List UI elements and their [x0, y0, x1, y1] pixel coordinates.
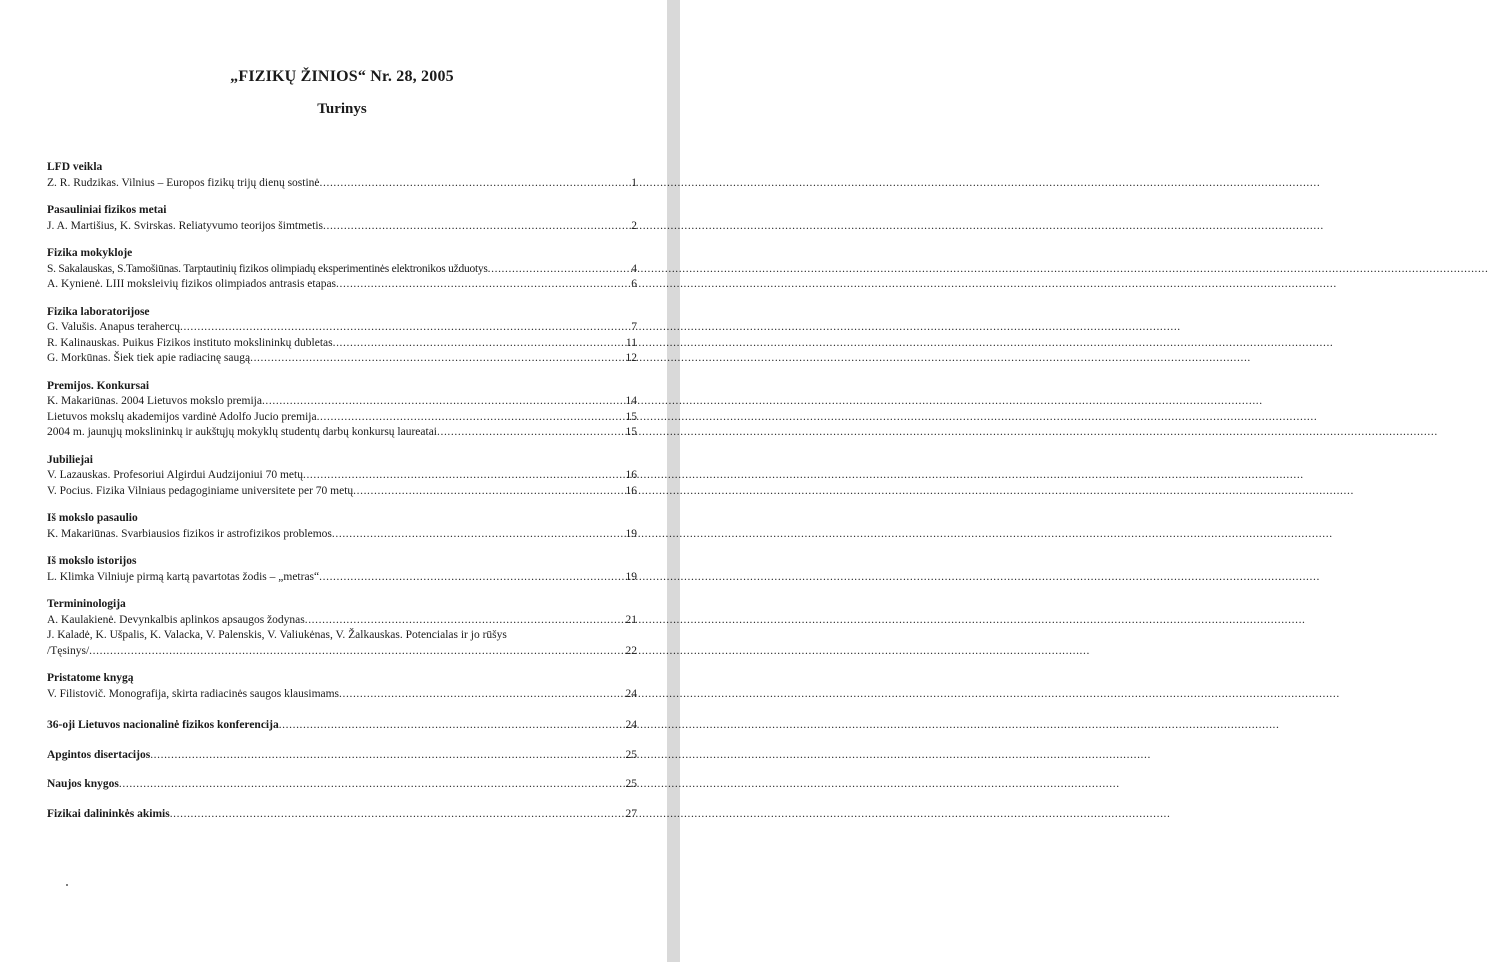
entry-title-continuation: /Tęsinys/: [47, 644, 90, 657]
toc-entry[interactable]: [47, 219, 637, 235]
entry-title: A. Kaulakienė. Devynkalbis aplinkos apsaugos žodynas: [47, 613, 305, 626]
entry-title: Naujos knygos: [47, 778, 119, 790]
page-number: 19: [625, 570, 637, 583]
page-number: 16: [625, 469, 637, 481]
section-is-mokslo-pasaulio: [47, 511, 637, 542]
leader-dots: [317, 410, 625, 426]
entry-title: K. Makariūnas. Svarbiausios fizikos ir astrofizikos problemos: [47, 527, 332, 540]
entry-title: 2004 m. jaunųjų mokslininkų ir aukštųjų mokyklų studentų darbų konkursų laureatai: [47, 426, 437, 438]
entry-title: R. Kalinauskas. Puikus Fizikos instituto mokslininkų dubletas: [47, 336, 333, 349]
standalone-block: [47, 718, 637, 734]
page-number: 24: [625, 687, 637, 700]
page-number: 22: [625, 644, 637, 657]
page-number: 25: [625, 778, 637, 790]
page-number: 4: [631, 262, 637, 275]
page-number: 16: [625, 484, 637, 497]
entry-title: K. Makariūnas. 2004 Lietuvos mokslo premija: [47, 395, 262, 407]
section-premijos-konkursai: [47, 379, 637, 441]
leader-dots: [250, 351, 624, 367]
leader-dots: [170, 807, 625, 823]
leader-dots: [320, 176, 631, 192]
toc-entry[interactable]: [47, 468, 637, 484]
section-fizika-mokykloje: [47, 246, 637, 293]
page-number: 19: [625, 527, 637, 540]
page-number: 1: [631, 176, 637, 189]
entry-title: 36-oji Lietuvos nacionalinė fizikos konferencija: [47, 719, 279, 731]
section-fizika-laboratorijose: [47, 305, 637, 367]
toc-entry[interactable]: [47, 570, 637, 586]
page-number: 7: [631, 321, 637, 333]
leader-dots: [323, 219, 630, 235]
toc-entry-standalone[interactable]: [47, 777, 637, 793]
leader-dots: [150, 748, 624, 764]
entry-title: L. Klimka Vilniuje pirmą kartą pavartotas žodis – „metras“: [47, 570, 320, 583]
section-heading: Premijos. Konkursai: [47, 379, 150, 392]
entry-title: Lietuvos mokslų akademijos vardinė Adolfo Jucio premija: [47, 410, 317, 423]
journal-title: „FIZIKŲ ŽINIOS“ Nr. 28, 2005: [230, 68, 454, 85]
standalone-block: [47, 777, 637, 793]
page-number: 15: [625, 426, 637, 438]
leader-dots: [488, 262, 631, 278]
section-heading: Fizika laboratorijose: [47, 305, 150, 318]
toc-entry[interactable]: [47, 527, 637, 543]
section-heading: Iš mokslo pasaulio: [47, 512, 138, 524]
toc-entry-standalone[interactable]: [47, 718, 637, 734]
section-heading: Termininologija: [47, 598, 126, 610]
leader-dots: [89, 644, 624, 660]
section-termininologija: [47, 597, 637, 659]
section-heading: Pristatome knygą: [47, 672, 134, 684]
entry-title-first-line[interactable]: J. Kaladė, K. Ušpalis, K. Valacka, V. Palenskis, V. Valiukėnas, V. Žalkauskas. Potencialas ir jo rūšys: [47, 629, 507, 641]
entry-title: V. Filistovič. Monografija, skirta radiacinės saugos klausimams: [47, 687, 340, 700]
contents-title: Turinys: [317, 101, 367, 117]
scan-speck: [66, 884, 68, 886]
leader-dots: [305, 613, 625, 629]
section-pristatome-knyga: [47, 671, 637, 702]
section-heading: Pasauliniai fizikos metai: [47, 204, 167, 216]
leader-dots: [262, 394, 625, 410]
entry-title: G. Morkūnas. Šiek tiek apie radiacinę saugą: [47, 352, 251, 364]
page-number: 15: [625, 410, 637, 423]
leader-dots: [279, 718, 625, 734]
page-number: 27: [625, 807, 637, 820]
toc-entry[interactable]: [47, 425, 637, 441]
standalone-block: [47, 748, 637, 764]
toc-entry[interactable]: [47, 176, 637, 192]
toc-entry[interactable]: [47, 394, 637, 410]
entry-title: Apgintos disertacijos: [47, 748, 151, 761]
section-jubiliejai: [47, 453, 637, 500]
page-number: 25: [625, 748, 637, 761]
entry-title: Fizikai dalininkės akimis: [47, 807, 170, 820]
section-heading: LFD veikla: [47, 161, 103, 173]
leader-dots: [336, 277, 630, 293]
section-lfd-veikla: [47, 160, 637, 191]
leader-dots: [180, 320, 630, 336]
page-number: 14: [625, 395, 637, 407]
toc-entry-standalone[interactable]: [47, 748, 637, 764]
entry-title: S. Sakalauskas, S.Tamošiūnas. Tarptautinių fizikos olimpiadų eksperimentinės elektronikos užduotys: [47, 262, 488, 275]
toc-entry[interactable]: [47, 687, 637, 703]
toc-entry[interactable]: [47, 336, 637, 352]
leader-dots: [119, 777, 625, 793]
page-number: 11: [625, 336, 637, 349]
leader-dots: [353, 484, 624, 500]
leader-dots: [333, 336, 625, 352]
toc-entry[interactable]: [47, 262, 637, 278]
entry-title: V. Pocius. Fizika Vilniaus pedagoginiame universitete per 70 metų: [47, 484, 354, 497]
entry-title: G. Valušis. Anapus terahercų: [47, 321, 180, 333]
toc-entry[interactable]: [47, 277, 637, 293]
entry-title: J. A. Martišius, K. Svirskas. Reliatyvumo teorijos šimtmetis: [47, 219, 323, 232]
section-pasauliniai-fizikos-metai: [47, 203, 637, 234]
standalone-block: [47, 807, 637, 823]
page-number: 21: [625, 613, 637, 626]
page-number: 12: [625, 352, 637, 364]
entry-title: Z. R. Rudzikas. Vilnius – Europos fizikų trijų dienų sostinė: [47, 176, 320, 189]
toc-entry[interactable]: [47, 484, 637, 500]
leader-dots: [332, 527, 625, 543]
page-number: 24: [625, 719, 637, 731]
toc-entry[interactable]: [47, 410, 637, 426]
entry-title: A. Kynienė. LIII moksleivių fizikos olimpiados antrasis etapas: [47, 278, 337, 290]
leader-dots: [319, 570, 624, 586]
table-of-contents: [47, 160, 637, 836]
page-number: 6: [631, 278, 637, 290]
toc-entry-standalone[interactable]: [47, 807, 637, 823]
section-heading: Iš mokslo istorijos: [47, 555, 137, 567]
section-heading: Fizika mokykloje: [47, 247, 133, 259]
leader-dots: [303, 468, 625, 484]
leader-dots: [437, 425, 625, 441]
entry-title: V. Lazauskas. Profesoriui Algirdui Audzijoniui 70 metų: [47, 469, 303, 481]
leader-dots: [339, 687, 624, 703]
toc-entry[interactable]: [47, 351, 637, 367]
section-is-mokslo-istorijos: [47, 554, 637, 585]
page-number: 2: [631, 219, 637, 232]
toc-entry[interactable]: [47, 644, 637, 660]
toc-entry[interactable]: [47, 613, 637, 629]
toc-entry[interactable]: [47, 320, 637, 336]
section-heading: Jubiliejai: [47, 453, 94, 466]
